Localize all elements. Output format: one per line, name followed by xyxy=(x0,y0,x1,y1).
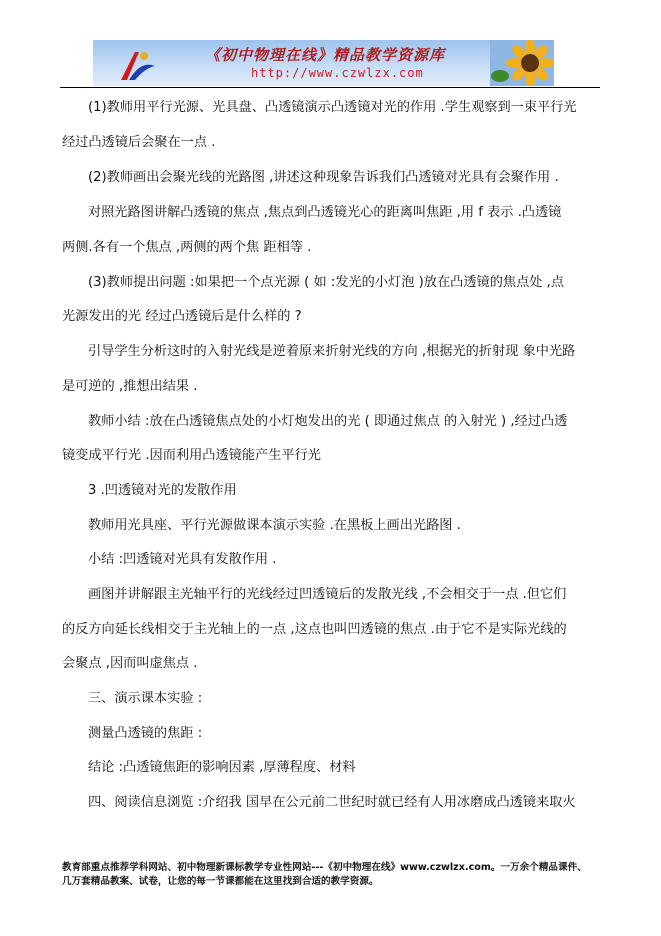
paragraph-line: 画图并讲解跟主光轴平行的光线经过凹透镜后的发散光线 ,不会相交于一点 .但它们 xyxy=(88,587,567,602)
section-heading: 3 .凹透镜对光的发散作用 xyxy=(88,483,237,498)
paragraph-line: (1)教师用平行光源、光具盘、凸透镜演示凸透镜对光的作用 .学生观察到一束平行光 xyxy=(88,100,577,115)
paragraph-line: 的反方向延长线相交于主光轴上的一点 ,这点也叫凹透镜的焦点 .由于它不是实际光线的 xyxy=(62,622,567,637)
footer-line: 几万套精品教案、试卷，让您的每一节课都能在这里找到合适的教学资源。 xyxy=(62,876,379,887)
paragraph-line: 经过凸透镜后会聚在一点 . xyxy=(62,135,216,150)
section-heading: 三、演示课本实验 : xyxy=(88,691,203,706)
paragraph-line: 结论 :凸透镜焦距的影响因素 ,厚薄程度、材料 xyxy=(88,760,356,775)
paragraph-line: 教师小结 :放在凸透镜焦点处的小灯炮发出的光 ( 即通过焦点 的入射光 ) ,经过凸透 xyxy=(88,414,568,429)
paragraph-line: 两侧.各有一个焦点 ,两侧的两个焦 距相等 . xyxy=(62,240,312,255)
paragraph-line: 光源发出的光 经过凸透镜后是什么样的 ? xyxy=(62,309,302,324)
paragraph-line: 测量凸透镜的焦距 : xyxy=(88,726,203,741)
paragraph-line: (3)教师提出问题 :如果把一个点光源 ( 如 :发光的小灯泡 )放在凸透镜的焦点处 ,点 xyxy=(88,275,565,290)
section-heading: 四、阅读信息浏览 :介绍我 国早在公元前二世纪时就已经有人用冰磨成凸透镜来取火 xyxy=(88,795,576,810)
paragraph-line: 小结 :凹透镜对光具有发散作用 . xyxy=(88,552,277,567)
paragraph-line: 镜变成平行光 .因而利用凸透镜能产生平行光 xyxy=(62,448,321,463)
banner-url: http://www.czwlzx.com xyxy=(251,66,424,80)
paragraph-line: 教师用光具座、平行光源做课本演示实验 .在黑板上画出光路图 . xyxy=(88,518,461,533)
page-footer xyxy=(62,861,602,889)
banner-title: 《初中物理在线》精品教学资源库 xyxy=(205,46,446,64)
paragraph-line: 会聚点 ,因而叫虚焦点 . xyxy=(62,656,198,671)
footer-line: 教育部重点推荐学科网站、初中物理新课标教学专业性网站---《初中物理在线》www.czwlzx.com。一万余个精品课件、 xyxy=(62,862,587,873)
paragraph-line: (2)教师画出会聚光线的光路图 ,讲述这种现象告诉我们凸透镜对光具有会聚作用 . xyxy=(88,170,559,185)
paragraph-line: 是可逆的 ,推想出结果 . xyxy=(62,379,198,394)
paragraph-line: 对照光路图讲解凸透镜的焦点 ,焦点到凸透镜光心的距离叫焦距 ,用 f 表示 .凸透镜 xyxy=(88,205,562,220)
paragraph-line: 引导学生分析这时的入射光线是逆着原来折射光线的方向 ,根据光的折射现 象中光路 xyxy=(88,344,576,359)
